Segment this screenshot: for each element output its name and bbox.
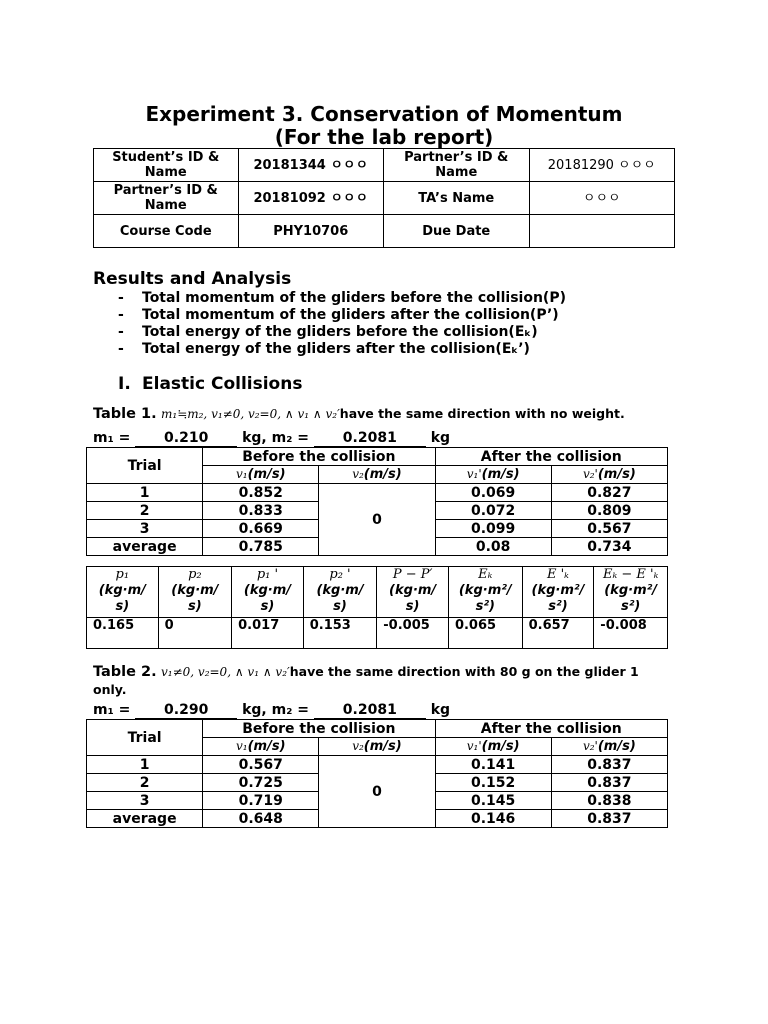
- p2-header: [158, 567, 232, 618]
- due-value: [529, 215, 675, 248]
- section-title: Elastic Collisions: [142, 374, 303, 394]
- course-value: PHY10706: [238, 215, 384, 248]
- v2p-cell: 0.837: [551, 774, 667, 792]
- bullet-dash: -: [118, 307, 124, 323]
- v1-cell: 0.567: [203, 756, 319, 774]
- trial-header: Trial: [87, 448, 203, 484]
- table1: [86, 447, 668, 556]
- v1-cell: 0.785: [203, 538, 319, 556]
- v2-header: [319, 466, 435, 484]
- v1p-unit: (m/s): [481, 467, 520, 482]
- header-unit: (kg·m/: [171, 583, 219, 598]
- ekp-cell: 0.657: [522, 618, 594, 649]
- energy-diff-cell: -0.008: [594, 618, 668, 649]
- energy-diff-symbol: Eₖ − E 'ₖ: [602, 567, 659, 582]
- trial-header: Trial: [87, 720, 203, 756]
- header-unit: (kg·m/: [389, 583, 437, 598]
- v2p-cell: 0.567: [551, 520, 667, 538]
- before-header: Before the collision: [203, 720, 435, 738]
- v2p-cell: 0.734: [551, 538, 667, 556]
- table1-caption: [93, 406, 625, 422]
- header-unit: s): [405, 599, 420, 614]
- energy-diff-header: [594, 567, 668, 618]
- bullet-text: Total momentum of the gliders before the collision(P): [142, 290, 566, 306]
- p1p-cell: 0.017: [232, 618, 304, 649]
- ek-header: [448, 567, 522, 618]
- m2-label: kg, m₂ =: [242, 430, 309, 446]
- partner2-label: Partner’s ID & Name: [94, 182, 239, 215]
- student-value: 20181344 ㅇㅇㅇ: [238, 149, 384, 182]
- m1-value: 0.290: [135, 702, 237, 719]
- mass-unit: kg: [430, 702, 451, 718]
- table-row: [87, 756, 668, 774]
- mass-unit: kg: [430, 430, 451, 446]
- v1-unit: (m/s): [247, 467, 286, 482]
- table2-label: Table 2.: [93, 664, 157, 680]
- p2-cell: 0: [158, 618, 232, 649]
- bullet-text: Total energy of the gliders after the collision(Eₖ’): [142, 341, 530, 357]
- partner2-value: 20181092 ㅇㅇㅇ: [238, 182, 384, 215]
- v2-unit: (m/s): [363, 467, 402, 482]
- m2-value: 0.2081: [314, 430, 426, 447]
- v1p-cell: 0.146: [435, 810, 551, 828]
- table-row: [87, 618, 668, 649]
- due-label: Due Date: [384, 215, 529, 248]
- v1-symbol: v₁: [236, 739, 248, 753]
- ekp-symbol: E 'ₖ: [546, 567, 569, 582]
- section-numeral: I.: [118, 374, 131, 394]
- v2-symbol: v₂: [352, 739, 364, 753]
- bullet-dash: -: [118, 324, 124, 340]
- momentum-diff-header: [377, 567, 449, 618]
- header-unit: s): [260, 599, 275, 614]
- table2-caption-text: have the same direction with 80 g on the glider 1: [289, 664, 639, 679]
- m2-label: kg, m₂ =: [242, 702, 309, 718]
- p1p-symbol: p₁ ': [256, 567, 279, 582]
- v1-cell: 0.669: [203, 520, 319, 538]
- v1p-header: [435, 738, 551, 756]
- v2-header: [319, 738, 435, 756]
- table2-caption: [93, 664, 639, 680]
- v1-cell: 0.719: [203, 792, 319, 810]
- header-unit: (kg·m/: [316, 583, 364, 598]
- m1-label: m₁ =: [93, 430, 131, 446]
- partner1-label: Partner’s ID & Name: [384, 149, 529, 182]
- table-row: [87, 484, 668, 502]
- momentum-table: [86, 566, 668, 649]
- ek-symbol: Eₖ: [478, 567, 493, 582]
- ek-cell: 0.065: [448, 618, 522, 649]
- header-unit: (kg·m/: [243, 583, 291, 598]
- momentum-diff-symbol: P − P′: [392, 567, 433, 582]
- v1-unit: (m/s): [247, 739, 286, 754]
- ekp-header: [522, 567, 594, 618]
- v2-symbol: v₂: [352, 467, 364, 481]
- v1p-cell: 0.152: [435, 774, 551, 792]
- p1-cell: 0.165: [87, 618, 159, 649]
- v1p-cell: 0.141: [435, 756, 551, 774]
- m2-value: 0.2081: [314, 702, 426, 719]
- p2p-header: [303, 567, 377, 618]
- v2p-cell: 0.809: [551, 502, 667, 520]
- partner1-value: 20181290 ㅇㅇㅇ: [529, 149, 675, 182]
- trial-cell: 3: [87, 792, 203, 810]
- m1-label: m₁ =: [93, 702, 131, 718]
- header-unit: s²): [620, 599, 641, 614]
- momentum-diff-cell: -0.005: [377, 618, 449, 649]
- header-unit: (kg·m²/: [458, 583, 512, 598]
- info-table: [93, 148, 675, 248]
- after-header: After the collision: [435, 720, 667, 738]
- v2-unit: (m/s): [363, 739, 402, 754]
- v2p-symbol: v₂': [582, 739, 598, 753]
- student-label: Student’s ID & Name: [94, 149, 239, 182]
- p1-header: [87, 567, 159, 618]
- v1-symbol: v₁: [236, 467, 248, 481]
- v1p-cell: 0.069: [435, 484, 551, 502]
- v1-cell: 0.833: [203, 502, 319, 520]
- v2p-header: [551, 738, 667, 756]
- v2-cell: 0: [319, 756, 435, 828]
- bullet-text: Total momentum of the gliders after the collision(P’): [142, 307, 559, 323]
- v1p-cell: 0.145: [435, 792, 551, 810]
- v2p-unit: (m/s): [597, 467, 636, 482]
- bullet-dash: -: [118, 341, 124, 357]
- table2: [86, 719, 668, 828]
- table2-condition: v₁≠0, v₂=0, ∧ v₁ ∧ v₂′: [161, 665, 290, 679]
- v1-header: [203, 738, 319, 756]
- v1p-symbol: v₁': [466, 739, 482, 753]
- v2p-cell: 0.837: [551, 756, 667, 774]
- page-subtitle: (For the lab report): [274, 125, 494, 149]
- v2p-header: [551, 466, 667, 484]
- v1-cell: 0.725: [203, 774, 319, 792]
- p1p-header: [232, 567, 304, 618]
- header-unit: (kg·m/: [98, 583, 146, 598]
- table1-mass-line: [93, 430, 450, 447]
- trial-cell: 3: [87, 520, 203, 538]
- trial-cell: 2: [87, 502, 203, 520]
- trial-cell: 2: [87, 774, 203, 792]
- ta-label: TA’s Name: [384, 182, 529, 215]
- header-unit: s): [115, 599, 130, 614]
- before-header: Before the collision: [203, 448, 435, 466]
- v2p-symbol: v₂': [582, 467, 598, 481]
- header-unit: s): [188, 599, 202, 614]
- header-unit: (kg·m²/: [604, 583, 658, 598]
- v1p-header: [435, 466, 551, 484]
- p1-symbol: p₁: [115, 567, 130, 582]
- ta-value: ㅇㅇㅇ: [529, 182, 675, 215]
- header-unit: s): [333, 599, 347, 614]
- v2p-cell: 0.837: [551, 810, 667, 828]
- trial-cell: average: [87, 538, 203, 556]
- bullet-dash: -: [118, 290, 124, 306]
- trial-cell: 1: [87, 484, 203, 502]
- p2-symbol: p₂: [188, 567, 202, 582]
- trial-cell: 1: [87, 756, 203, 774]
- header-unit: s²): [475, 599, 495, 614]
- table1-caption-text: have the same direction with no weight.: [339, 406, 625, 421]
- after-header: After the collision: [435, 448, 667, 466]
- table1-label: Table 1.: [93, 406, 157, 422]
- header-unit: (kg·m²/: [531, 583, 585, 598]
- m1-value: 0.210: [135, 430, 237, 447]
- v1p-cell: 0.099: [435, 520, 551, 538]
- table1-condition: m₁≒m₂, v₁≠0, v₂=0, ∧ v₁ ∧ v₂′: [161, 407, 340, 421]
- v1-header: [203, 466, 319, 484]
- trial-cell: average: [87, 810, 203, 828]
- v2p-cell: 0.827: [551, 484, 667, 502]
- p2p-cell: 0.153: [303, 618, 377, 649]
- results-heading: Results and Analysis: [93, 269, 292, 289]
- v1-cell: 0.648: [203, 810, 319, 828]
- p2p-symbol: p₂ ': [329, 567, 351, 582]
- course-label: Course Code: [94, 215, 239, 248]
- table2-caption-cont: only.: [93, 682, 127, 697]
- v1-cell: 0.852: [203, 484, 319, 502]
- page-title: Experiment 3. Conservation of Momentum: [145, 102, 623, 126]
- header-unit: s²): [548, 599, 568, 614]
- table2-mass-line: [93, 702, 450, 719]
- v1p-cell: 0.08: [435, 538, 551, 556]
- v1p-cell: 0.072: [435, 502, 551, 520]
- v2p-unit: (m/s): [597, 739, 636, 754]
- v2p-cell: 0.838: [551, 792, 667, 810]
- v1p-symbol: v₁': [466, 467, 482, 481]
- v2-cell: 0: [319, 484, 435, 556]
- bullet-text: Total energy of the gliders before the collision(Eₖ): [142, 324, 538, 340]
- v1p-unit: (m/s): [481, 739, 520, 754]
